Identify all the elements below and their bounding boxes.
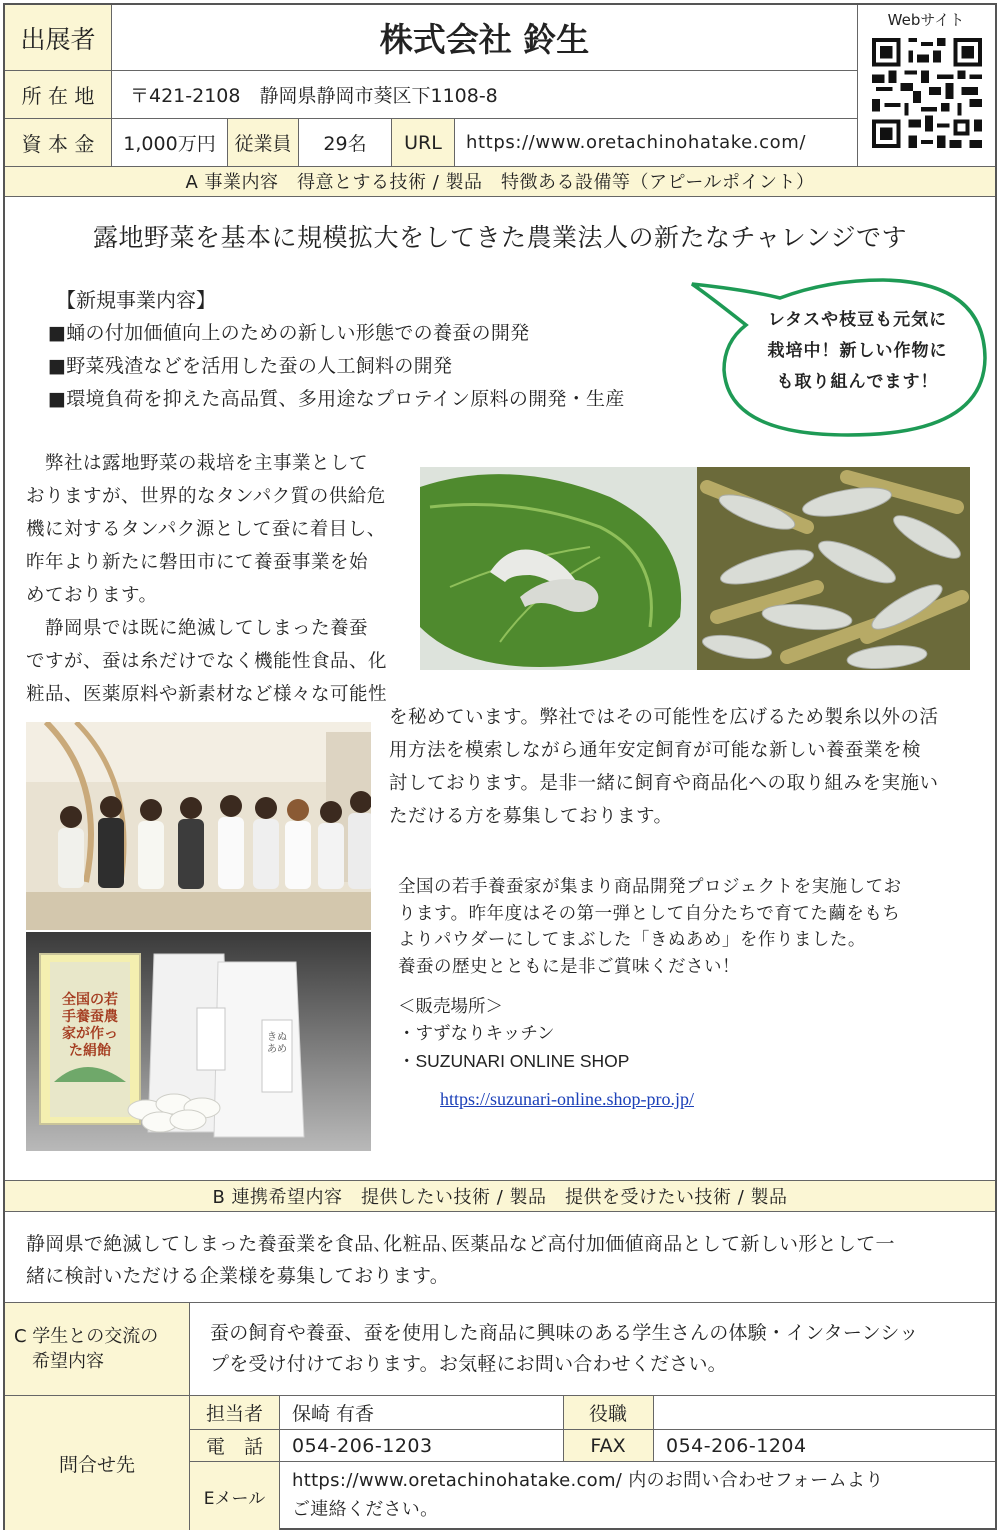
group-photo xyxy=(26,722,371,930)
email-contact-text: https://www.oretachinohatake.com/ 内のお問い合わせフォームより ご連絡ください。 xyxy=(292,1470,884,1520)
fax-label: FAX xyxy=(590,1434,626,1457)
exhibitor-label: 出展者 xyxy=(20,24,96,54)
location-label: 所 在 地 xyxy=(21,84,95,108)
position-value xyxy=(666,1396,986,1429)
product-photo xyxy=(26,932,371,1151)
sales-title: ＜販売場所＞ xyxy=(398,997,503,1017)
product-sign-text: 全国の若手養蚕農家が作った絹飴 xyxy=(62,992,118,1059)
sales-item: ・すずなりキッチン xyxy=(398,1024,555,1044)
new-business-list xyxy=(48,317,625,416)
list-item: ■野菜残渣などを活用した蚕の人工飼料の開発 xyxy=(48,355,453,377)
shop-url-link[interactable]: https://suzunari-online.shop-pro.jp/ xyxy=(440,1089,694,1109)
qr-code[interactable] xyxy=(868,34,986,152)
fax-number: 054-206-1204 xyxy=(666,1434,807,1457)
position-label: 役職 xyxy=(588,1403,627,1425)
bubble-text: レタスや枝豆も元気に 栽培中！新しい作物に も取り組んでます！ xyxy=(767,310,948,392)
website-url[interactable]: https://www.oretachinohatake.com/ xyxy=(466,132,807,153)
sales-locations xyxy=(398,994,629,1075)
phone-label: 電 話 xyxy=(205,1436,263,1458)
silkworm-leaf-photo xyxy=(420,467,697,670)
address: 〒421-2108 静岡県静岡市葵区下1108-8 xyxy=(130,85,498,107)
possibility-paragraph: を秘めています。弊社ではその可能性を広げるため製糸以外の活 用方法を模索しながら通年安定飼育が可能な新しい養蚕業を検 討しております。是非一緒に飼育や商品化への取り組みを実施い ただける方を募集しております。 xyxy=(389,707,939,827)
product-bag-label: きぬあめ xyxy=(267,1032,287,1055)
phone-number[interactable]: 054-206-1203 xyxy=(292,1434,433,1457)
section-c-text: 蚕の飼育や養蚕、蚕を使用した商品に興味のある学生さんの体験・インターンシッ プを受け付けております。お気軽にお問い合わせください。 xyxy=(210,1322,919,1375)
employees-value: 29名 xyxy=(323,133,367,155)
person-name: 保崎 有香 xyxy=(292,1403,375,1425)
silkworm-feed-photo xyxy=(697,467,970,670)
list-item: ■蛹の付加価値向上のための新しい形態での養蚕の開発 xyxy=(48,322,530,344)
intro-paragraph: 弊社は露地野菜の栽培を主事業として おりますが、世界的なタンパク質の供給危 機に対するタンパク源として蚕に着目し、 昨年より新たに磐田市にて養蚕事業を始 めております。 静岡県では既に絶滅してしまった養蚕 ですが、蚕は糸だけでなく機能性食品、化 粧品、医薬原料や新素材など様々な可能性 xyxy=(26,453,388,705)
list-item: ■環境負荷を抑えた高品質、多用途なプロテイン原料の開発・生産 xyxy=(48,388,625,410)
new-business-title: 【新規事業内容】 xyxy=(56,288,216,312)
project-paragraph: 全国の若手養蚕家が集まり商品開発プロジェクトを実施してお ります。昨年度はその第一弾として自分たちで育てた繭をもち よりパウダーにしてまぶした「きぬあめ」を作りました。 養蚕の歴史とともに是非ご賞味ください！ xyxy=(398,877,902,977)
section-b-title: B 連携希望内容 提供したい技術 / 製品 提供を受けたい技術 / 製品 xyxy=(212,1187,788,1208)
url-label: URL xyxy=(404,131,442,154)
section-c-label: C 学生との交流の 希望内容 xyxy=(14,1326,159,1372)
capital-value: 1,000万円 xyxy=(123,133,216,155)
sales-item: ・SUZUNARI ONLINE SHOP xyxy=(398,1051,630,1071)
employees-label: 従業員 xyxy=(234,133,292,155)
section-a-title: A 事業内容 得意とする技術 / 製品 特徴ある設備等（アピールポイント） xyxy=(185,172,815,193)
section-b-text: 静岡県で絶滅してしまった養蚕業を食品､化粧品､医薬品など高付加価値商品として新しい形として一 緒に検討いただける企業様を募集しております。 xyxy=(26,1233,895,1287)
contact-label: 問合せ先 xyxy=(58,1453,135,1476)
web-site-label: Webサイト xyxy=(887,10,965,29)
company-name: 株式会社 鈴生 xyxy=(379,20,590,59)
section-a-headline: 露地野菜を基本に規模拡大をしてきた農業法人の新たなチャレンジです xyxy=(92,223,907,252)
capital-label: 資 本 金 xyxy=(21,132,95,156)
person-label: 担当者 xyxy=(205,1403,263,1425)
email-label: Eメール xyxy=(203,1488,266,1509)
